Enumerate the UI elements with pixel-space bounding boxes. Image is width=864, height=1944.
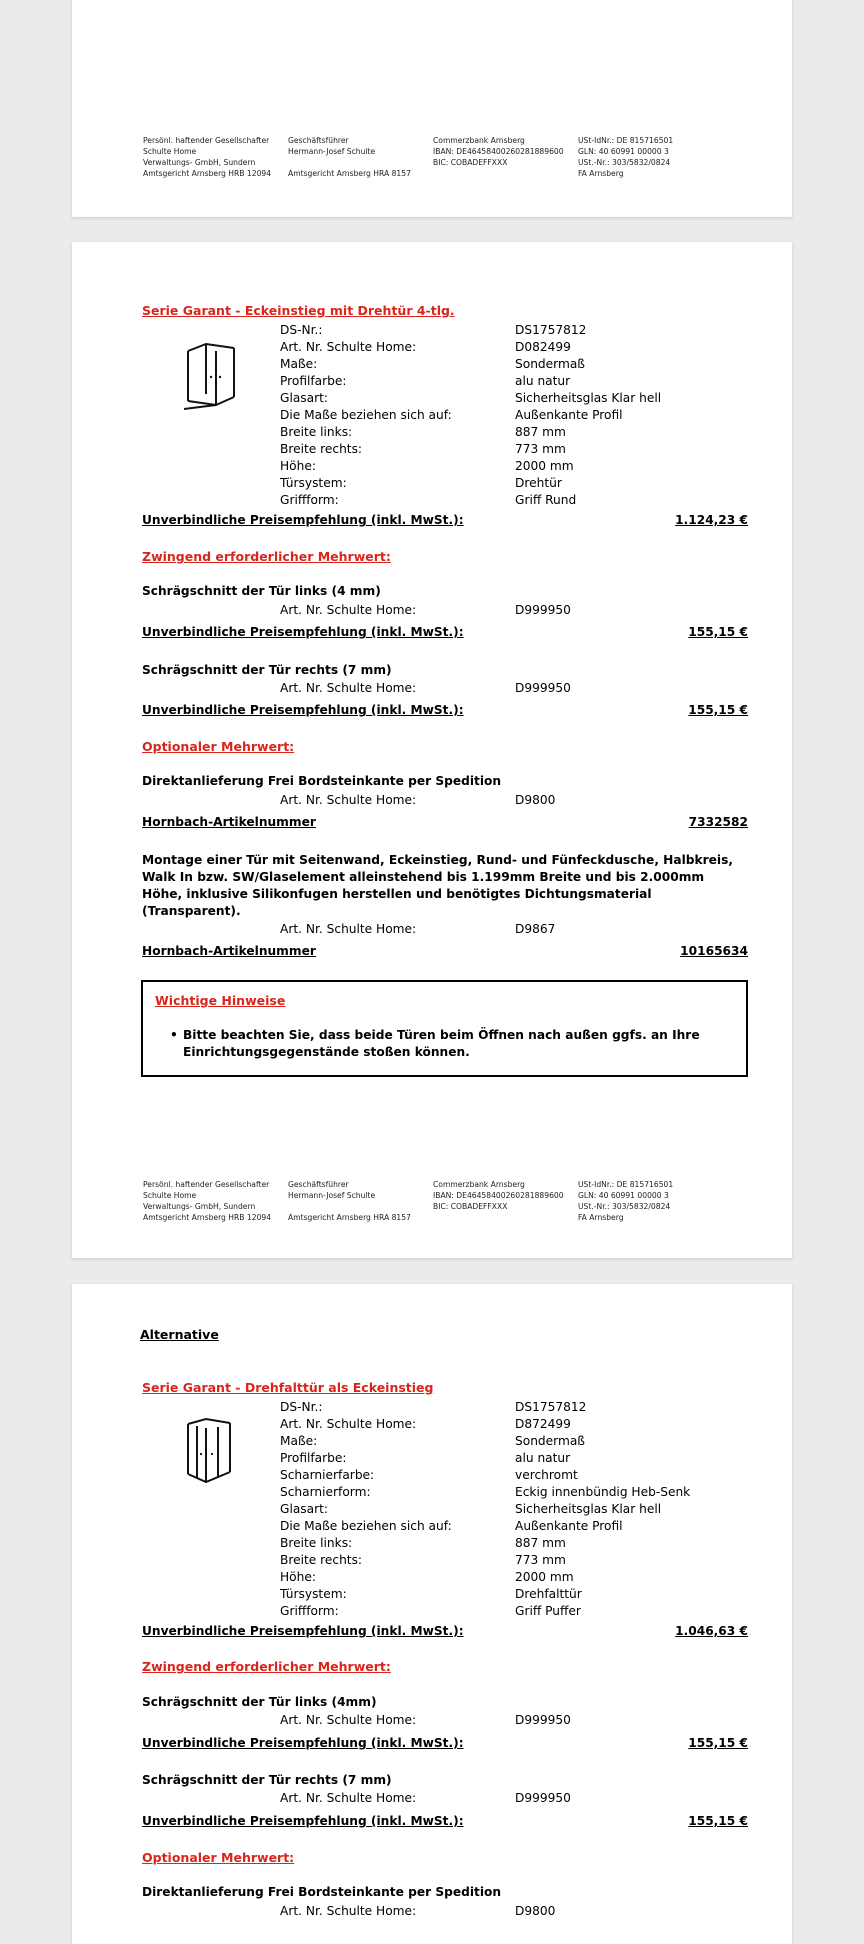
footer-text: Hermann-Josef Schulte: [288, 147, 376, 156]
spec-value: DS1757812: [515, 1400, 587, 1414]
addon-name: Direktanlieferung Frei Bordsteinkante per Spedition: [142, 1885, 502, 1899]
footer-text: Persönl. haftender Gesellschafter: [143, 136, 270, 145]
spec-value: Drehtür: [515, 476, 562, 490]
price-value: 1.046,63 €: [675, 1624, 748, 1638]
spec-value: 773 mm: [515, 442, 566, 456]
article-number-label: Art. Nr. Schulte Home:: [280, 1904, 417, 1918]
hornbach-article-label: Hornbach-Artikelnummer: [142, 815, 316, 829]
spec-value: D082499: [515, 340, 571, 354]
alternative-heading: Alternative: [140, 1327, 219, 1342]
footer-text: Schulte Home: [143, 147, 197, 156]
spec-label: Türsystem:: [280, 1587, 347, 1601]
spec-value: 773 mm: [515, 1553, 566, 1567]
spec-value: alu natur: [515, 1451, 571, 1465]
hornbach-article-label: Hornbach-Artikelnummer: [142, 944, 316, 958]
spec-value: Drehfalttür: [515, 1587, 582, 1601]
important-note-item: [170, 1027, 723, 1061]
hornbach-article-number: 10165634: [680, 944, 748, 958]
price-label: Unverbindliche Preisempfehlung (inkl. MwSt.):: [142, 1624, 464, 1638]
footer-text: [288, 1201, 411, 1212]
article-number-value: D9800: [515, 793, 556, 807]
important-note-text: Bitte beachten Sie, dass beide Türen beim Öffnen nach außen ggfs. an Ihre Einrichtungsgegenstände stoßen können.: [183, 1028, 700, 1059]
important-notes-box: [141, 980, 748, 1077]
spec-label: Glasart:: [280, 391, 329, 405]
spec-label: Art. Nr. Schulte Home:: [280, 1417, 417, 1431]
article-number-value: D999950: [515, 603, 571, 617]
spec-label: Maße:: [280, 1434, 318, 1448]
footer-text: Commerzbank Arnsberg: [433, 136, 525, 145]
footer-text: FA Arnsberg: [578, 169, 624, 178]
spec-value: Sondermaß: [515, 357, 585, 371]
article-number-value: D999950: [515, 1713, 571, 1727]
spec-value: Eckig innenbündig Heb-Senk: [515, 1485, 691, 1499]
addon-name: Schrägschnitt der Tür rechts (7 mm): [142, 1773, 392, 1787]
footer-column-1: [143, 1179, 271, 1223]
footer-text: USt-IdNr.: DE 815716501: [578, 136, 674, 145]
price-label: Unverbindliche Preisempfehlung (inkl. MwSt.):: [142, 513, 464, 527]
footer-column-3: [433, 1179, 564, 1212]
spec-value: 887 mm: [515, 425, 566, 439]
footer-text: Amtsgericht Arnsberg HRB 12094: [143, 169, 272, 178]
spec-label: Breite links:: [280, 1536, 353, 1550]
footer-text: Amtsgericht Arnsberg HRA 8157: [288, 169, 411, 178]
footer-text: Schulte Home: [143, 1191, 197, 1200]
article-number-label: Art. Nr. Schulte Home:: [280, 603, 417, 617]
addon-name: Schrägschnitt der Tür rechts (7 mm): [142, 663, 392, 677]
price-value: 155,15 €: [688, 703, 748, 717]
spec-label: Breite links:: [280, 425, 353, 439]
spec-label: Profilfarbe:: [280, 1451, 347, 1465]
footer-column-2: [288, 1179, 411, 1223]
article-number-label: Art. Nr. Schulte Home:: [280, 922, 417, 936]
spec-label: Breite rechts:: [280, 442, 363, 456]
article-number-value: D999950: [515, 1791, 571, 1805]
article-number-label: Art. Nr. Schulte Home:: [280, 1713, 417, 1727]
footer-column-1: [143, 135, 271, 179]
document-page-3: [72, 1284, 792, 1944]
product-title: Serie Garant - Eckeinstieg mit Drehtür 4-tlg.: [142, 303, 455, 318]
spec-value: 887 mm: [515, 1536, 566, 1550]
spec-label: Die Maße beziehen sich auf:: [280, 1519, 452, 1533]
price-label: Unverbindliche Preisempfehlung (inkl. MwSt.):: [142, 1736, 464, 1750]
spec-label: Scharnierform:: [280, 1485, 371, 1499]
hornbach-article-number: 7332582: [688, 815, 748, 829]
spec-label: Profilfarbe:: [280, 374, 347, 388]
price-value: 1.124,23 €: [675, 513, 748, 527]
optional-addon-title: Optionaler Mehrwert:: [142, 739, 295, 754]
optional-addon-title: Optionaler Mehrwert:: [142, 1850, 295, 1865]
document-page-1: [72, 0, 792, 217]
footer-column-3: [433, 135, 564, 168]
spec-value: 2000 mm: [515, 1570, 574, 1584]
article-number-label: Art. Nr. Schulte Home:: [280, 1791, 417, 1805]
spec-label: Höhe:: [280, 459, 316, 473]
footer-text: Verwaltungs- GmbH, Sundern: [143, 158, 256, 167]
spec-value: 2000 mm: [515, 459, 574, 473]
price-value: 155,15 €: [688, 1736, 748, 1750]
price-label: Unverbindliche Preisempfehlung (inkl. MwSt.):: [142, 1814, 464, 1828]
article-number-value: D9800: [515, 1904, 556, 1918]
spec-label: Art. Nr. Schulte Home:: [280, 340, 417, 354]
spec-label: Griffform:: [280, 1604, 339, 1618]
spec-label: Maße:: [280, 357, 318, 371]
spec-value: Griff Puffer: [515, 1604, 581, 1618]
footer-text: IBAN: DE46458400260281889600: [433, 1191, 564, 1200]
spec-value: verchromt: [515, 1468, 578, 1482]
product-title: Serie Garant - Drehfalttür als Eckeinstieg: [142, 1380, 434, 1395]
article-number-label: Art. Nr. Schulte Home:: [280, 793, 417, 807]
footer-text: Commerzbank Arnsberg: [433, 1180, 525, 1189]
price-value: 155,15 €: [688, 1814, 748, 1828]
footer-text: GLN: 40 60991 00000 3: [578, 1191, 669, 1200]
footer-text: BIC: COBADEFFXXX: [433, 158, 508, 167]
footer-column-2: [288, 135, 411, 179]
required-addon-title: Zwingend erforderlicher Mehrwert:: [142, 549, 391, 564]
footer-text: FA Arnsberg: [578, 1213, 624, 1222]
footer-text: Geschäftsführer: [288, 136, 349, 145]
spec-label: DS-Nr.:: [280, 323, 323, 337]
folding-shower-door-icon: [184, 1416, 234, 1486]
footer-text: Geschäftsführer: [288, 1180, 349, 1189]
footer-text: Hermann-Josef Schulte: [288, 1191, 376, 1200]
spec-label: Scharnierfarbe:: [280, 1468, 375, 1482]
footer-text: [288, 157, 411, 168]
bullet-icon: •: [170, 1028, 178, 1042]
price-label: Unverbindliche Preisempfehlung (inkl. MwSt.):: [142, 625, 464, 639]
footer-text: Amtsgericht Arnsberg HRB 12094: [143, 1213, 272, 1222]
spec-label: DS-Nr.:: [280, 1400, 323, 1414]
footer-text: BIC: COBADEFFXXX: [433, 1202, 508, 1211]
important-notes-title: Wichtige Hinweise: [155, 993, 286, 1008]
footer-text: USt.-Nr.: 303/5832/0824: [578, 1202, 671, 1211]
footer-column-4: [578, 135, 673, 179]
price-label: Unverbindliche Preisempfehlung (inkl. MwSt.):: [142, 703, 464, 717]
spec-label: Griffform:: [280, 493, 339, 507]
footer-text: Amtsgericht Arnsberg HRA 8157: [288, 1213, 411, 1222]
shower-enclosure-icon: [182, 339, 238, 415]
article-number-value: D999950: [515, 681, 571, 695]
spec-label: Türsystem:: [280, 476, 347, 490]
spec-value: DS1757812: [515, 323, 587, 337]
document-page-2: [72, 242, 792, 1258]
spec-label: Höhe:: [280, 1570, 316, 1584]
spec-value: Außenkante Profil: [515, 1519, 623, 1533]
installation-description: Montage einer Tür mit Seitenwand, Eckeinstieg, Rund- und Fünfeckdusche, Halbkreis, Walk In bzw. SW/Glaselement alleinstehend bis 1.199mm Breite und bis 2.000mm Höhe, inklusive Silikonfugen herstellen und benötigtes Dichtungsmaterial (Transparent).: [142, 853, 733, 918]
footer-text: IBAN: DE46458400260281889600: [433, 147, 564, 156]
spec-value: Sicherheitsglas Klar hell: [515, 1502, 662, 1516]
spec-label: Die Maße beziehen sich auf:: [280, 408, 452, 422]
article-number-value: D9867: [515, 922, 556, 936]
footer-text: Persönl. haftender Gesellschafter: [143, 1180, 270, 1189]
price-value: 155,15 €: [688, 625, 748, 639]
article-number-label: Art. Nr. Schulte Home:: [280, 681, 417, 695]
spec-value: Außenkante Profil: [515, 408, 623, 422]
spec-value: alu natur: [515, 374, 571, 388]
spec-value: Sondermaß: [515, 1434, 585, 1448]
spec-label: Glasart:: [280, 1502, 329, 1516]
addon-name: Schrägschnitt der Tür links (4mm): [142, 1695, 377, 1709]
footer-column-4: [578, 1179, 673, 1223]
footer-text: GLN: 40 60991 00000 3: [578, 147, 669, 156]
footer-text: USt.-Nr.: 303/5832/0824: [578, 158, 671, 167]
spec-value: Sicherheitsglas Klar hell: [515, 391, 662, 405]
spec-label: Breite rechts:: [280, 1553, 363, 1567]
footer-text: USt-IdNr.: DE 815716501: [578, 1180, 674, 1189]
addon-name: Schrägschnitt der Tür links (4 mm): [142, 584, 381, 598]
spec-value: Griff Rund: [515, 493, 577, 507]
addon-name: Direktanlieferung Frei Bordsteinkante per Spedition: [142, 774, 502, 788]
footer-text: Verwaltungs- GmbH, Sundern: [143, 1202, 256, 1211]
required-addon-title: Zwingend erforderlicher Mehrwert:: [142, 1659, 391, 1674]
spec-value: D872499: [515, 1417, 571, 1431]
